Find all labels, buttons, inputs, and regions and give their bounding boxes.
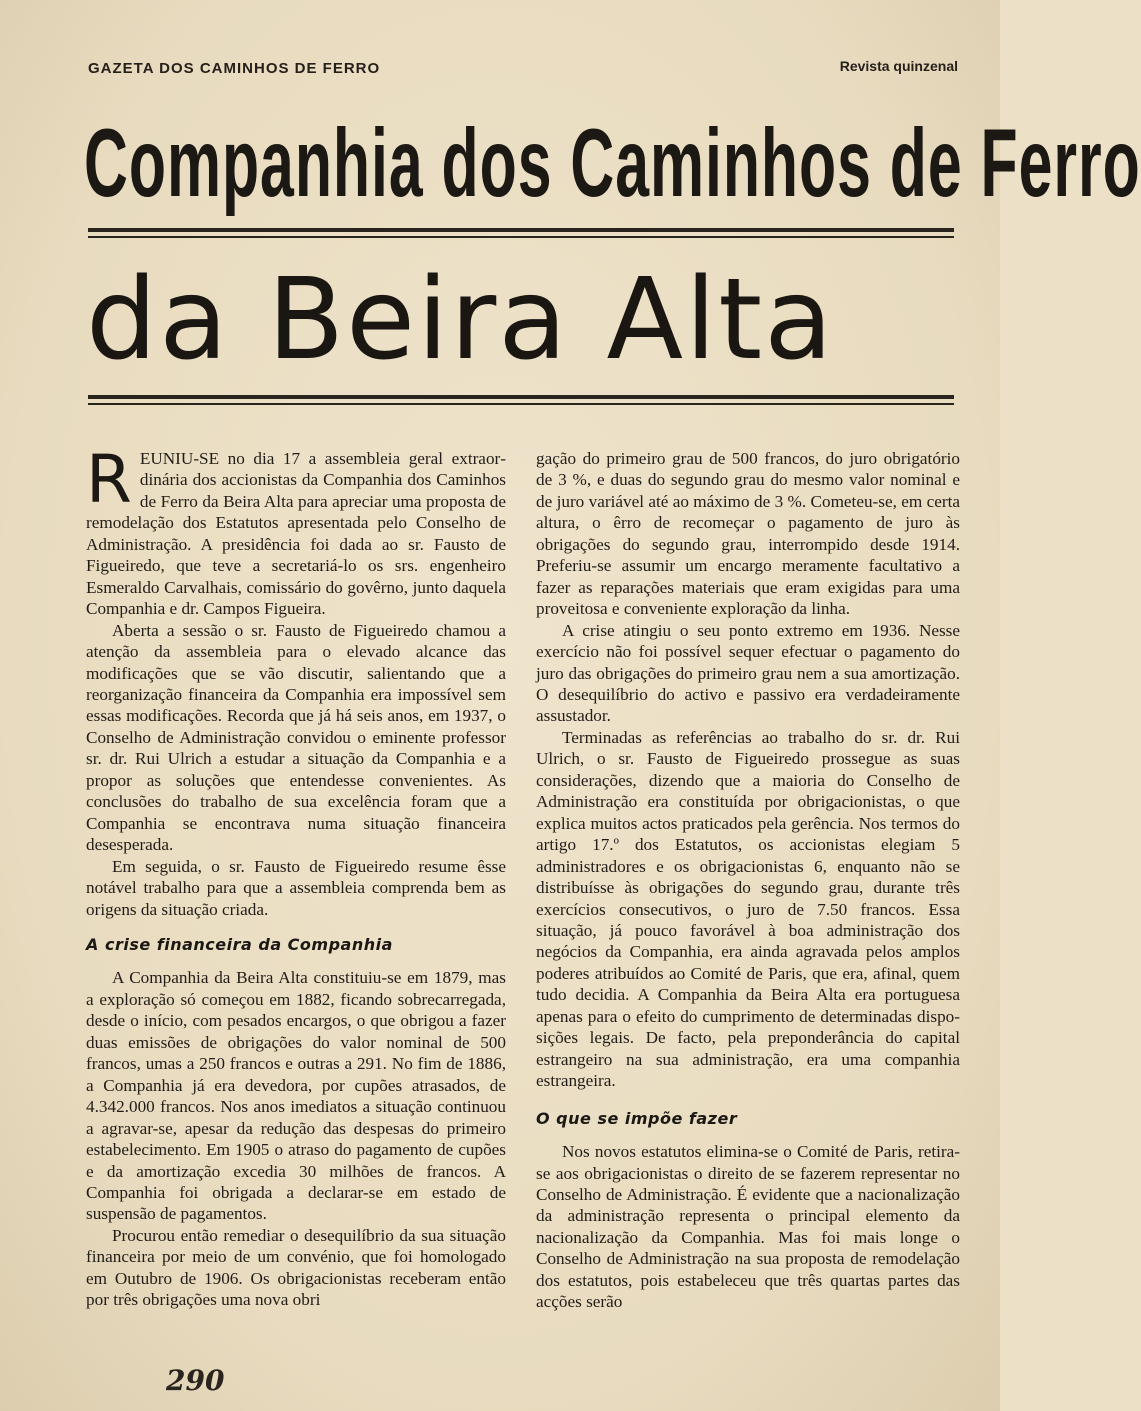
paragraph: Procurou então remediar o desequilíbrio da sua situação financeira por meio de um convénio, que foi homologado em Outubro de 1906. Os obrigacionistas receberam então por três obrigações uma nova obri — [86, 1225, 506, 1310]
paragraph — [86, 441, 506, 620]
running-header-subtitle: Revista quinzenal — [839, 58, 958, 74]
section-heading: A crise financeira da Companhia — [86, 934, 393, 954]
running-header-title: GAZETA DOS CAMINHOS DE FERRO — [88, 60, 381, 77]
right-column — [536, 448, 960, 1313]
paragraph: gação do primeiro grau de 500 francos, do juro obrigatório de 3 %, e duas do segundo grau do mesmo valor nominal e de juro variável até ao máximo de 3 %. Cometeu-se, em certa altura, o êrro de recomeçar o pagamento de juro às obrigações do segundo grau, interrompido desde 1914. Preferiu-se assumir um encargo meramente facultativo a fazer as reparações materiais que eram exigidas para uma proveitosa e conveniente exploração da linha. — [536, 449, 960, 619]
paragraph: A Companhia da Beira Alta constituiu-se em 1879, mas a exploração só começou em 1882, ficando sobrecarregada, desde o início, com pesados encargos, o que obrigou a fazer duas emissões de obrigações do valor nominal de 500 francos, umas a 250 francos e outras a 291. No fim de 1886, a Companhia já era devedora, por cupões atrasados, de 4.342.000 francos. Nos anos imediatos a situação continuou a agravar-se, apesar da redução das despesas do primeiro estabelecimento. Em 1905 o atraso do pagamento de cupões e da amortização excedia 30 milhões de francos. A Companhia foi obrigada a declarar-se em estado de suspensão de pagamentos. — [86, 968, 506, 1224]
article-title-line-2-text: da Beira Alta — [86, 255, 835, 385]
title-rule-thick-bottom — [88, 395, 954, 399]
title-rule-thin-bottom — [88, 403, 954, 405]
section-heading: O que se impõe fazer — [536, 1108, 738, 1128]
paragraph: Nos novos estatutos elimina-se o Comité de Paris, retira-se aos obrigacionistas o direito de se fazerem representar no Conselho de Administração. É evidente que a nacionalização da administração representa o principal elemento da nacionalização da Companhia. Mas foi mais longe o Conselho de Administração na sua proposta de remodelação dos estatutos, pois estabeleceu que três quartas partes das acções serão — [536, 1142, 960, 1312]
paragraph: Em seguida, o sr. Fausto de Figueiredo resume êsse notável trabalho para que a assembleia comprenda bem as origens da situação criada. — [86, 856, 506, 919]
paragraph: A crise atingiu o seu ponto extremo em 1936. Nesse exercício não foi possível sequer efectuar o pagamento do juro das obrigações do primeiro grau nem a sua amortização. O desequilíbrio do activo e passivo era verdadeiramente assustador. — [536, 620, 960, 726]
article-title-line-1 — [84, 110, 1141, 220]
article-title-line-1-text: Companhia dos Caminhos de Ferro — [84, 110, 1141, 218]
title-rule-thin-top — [88, 236, 954, 238]
paragraph: Terminadas as referências ao trabalho do sr. dr. Rui Ulrich, o sr. Fausto de Figueiredo prossegue as suas considerações, dizendo que a maioria do Conselho de Administração era constituída por obrigacionistas, o que explica muitos actos praticados pela gerência. Nos termos do artigo 17.º dos Estatutos, os accionistas elegiam 5 administradores e os obrigacionistas 6, enquanto não se distribuísse às obrigações do segundo grau, durante três exercícios consecutivos, o juro de 7.50 francos. Essa situação, já pouco favorável à boa administração dos negócios da Companhia, era ainda agravada pelos amplos poderes atribuídos ao Comité de Paris, que era, afinal, quem tudo decidia. A Companhia da Beira Alta era portuguesa apenas para o efeito do cumprimento de determinadas disposições legais. De facto, pela preponderância do capital estrangeiro na sua administração, era uma companhia estrangeira. — [536, 727, 960, 1091]
title-rule-thick-top — [88, 228, 954, 232]
drop-cap: R — [86, 441, 132, 518]
article-title-line-2 — [86, 250, 958, 390]
left-column — [86, 441, 506, 1311]
paragraph: Aberta a sessão o sr. Fausto de Figueiredo chamou a atenção da assembleia para o elevado alcance das modificações que se vão discutir, salientando que a reorganização financeira da Companhia era impossível sem essas modificações. Recorda que já há seis anos, em 1937, o Conselho de Administração convidou o eminente professor sr. dr. Rui Ulrich a estudar a situação da Companhia e a propor as soluções que entendesse convenientes. As conclusões do trabalho de sua excelência foram que a Companhia se encontrava numa situação financeira desesperada. — [86, 620, 506, 855]
paragraph-text: EUNIU-SE no dia 17 a assembleia geral extraordinária dos accionistas da Companhia dos Caminhos de Ferro da Beira Alta para apreciar uma proposta de remodelação dos Estatutos apresentada pelo Conselho de Administração. A presidência foi dada ao sr. Fausto de Figueiredo, que teve a secretariá-lo os srs. engenheiro Esmeraldo Carvalhais, comissário do govêrno, junto daquela Companhia e dr. Campos Figueira. — [86, 449, 506, 619]
page-number: 290 — [166, 1364, 225, 1397]
